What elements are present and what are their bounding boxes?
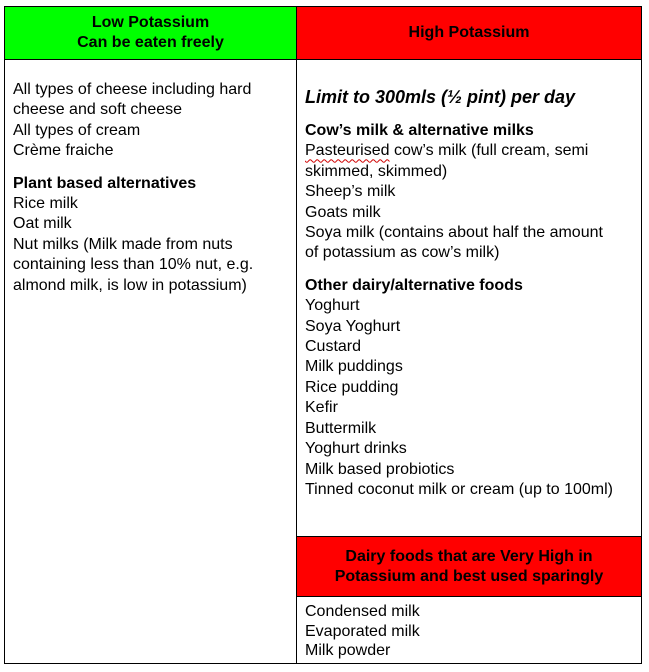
list-item: Buttermilk	[305, 419, 377, 437]
list-item	[305, 141, 641, 161]
very-high-potassium-header	[296, 536, 642, 597]
milks-heading: Cow’s milk & alternative milks	[305, 122, 534, 139]
list-item: of potassium as cow’s milk)	[305, 244, 500, 262]
list-item: Nut milks (Milk made from nuts	[13, 235, 233, 253]
list-item-rest: cow’s milk (full cream, semi	[389, 142, 589, 160]
low-potassium-header	[4, 6, 297, 60]
potassium-table	[4, 6, 642, 664]
list-item: containing less than 10% nut, e.g.	[13, 256, 254, 274]
high-potassium-list	[296, 59, 642, 537]
low-header-subtitle: Can be eaten freely	[77, 34, 224, 51]
very-high-potassium-list	[296, 596, 642, 664]
list-item: Custard	[305, 338, 362, 356]
list-item: Soya milk (contains about half the amount	[305, 224, 603, 242]
low-potassium-list	[4, 59, 297, 664]
list-item: Milk puddings	[305, 358, 403, 376]
list-item: Kefir	[305, 399, 338, 417]
list-item: Rice milk	[13, 195, 78, 213]
limit-note: Limit to 300mls (½ pint) per day	[305, 87, 576, 107]
list-item: Milk based probiotics	[305, 460, 455, 478]
very-high-header-line1: Dairy foods that are Very High in	[345, 547, 593, 565]
list-item: All types of cheese including hard	[13, 81, 252, 98]
other-dairy-heading: Other dairy/alternative foods	[305, 276, 523, 294]
high-header-title: High Potassium	[408, 24, 530, 41]
list-item: almond milk, is low in potassium)	[13, 276, 247, 294]
list-item: Sheep’s milk	[305, 183, 396, 201]
low-header-title: Low Potassium	[91, 14, 210, 31]
list-item: Yoghurt	[305, 297, 360, 315]
list-item: Yoghurt drinks	[305, 440, 407, 458]
spellcheck-word: Pasteurised	[305, 142, 390, 160]
list-item: Tinned coconut milk or cream (up to 100ml)	[305, 480, 613, 498]
list-item: All types of cream	[13, 121, 141, 139]
list-item: Condensed milk	[305, 603, 420, 620]
plant-alternatives-heading: Plant based alternatives	[13, 174, 197, 192]
list-item: Rice pudding	[305, 378, 399, 396]
list-item: Soya Yoghurt	[305, 317, 401, 335]
list-item: Oat milk	[13, 215, 72, 233]
list-item: Evaporated milk	[305, 622, 420, 640]
list-item: Milk powder	[305, 642, 391, 659]
list-item: cheese and soft cheese	[13, 101, 183, 119]
list-item: Goats milk	[305, 203, 381, 221]
very-high-header-line2: Potassium and best used sparingly	[334, 567, 604, 585]
list-item: skimmed, skimmed)	[305, 162, 448, 180]
list-item: Crème fraiche	[13, 142, 114, 160]
high-potassium-header	[296, 6, 642, 60]
